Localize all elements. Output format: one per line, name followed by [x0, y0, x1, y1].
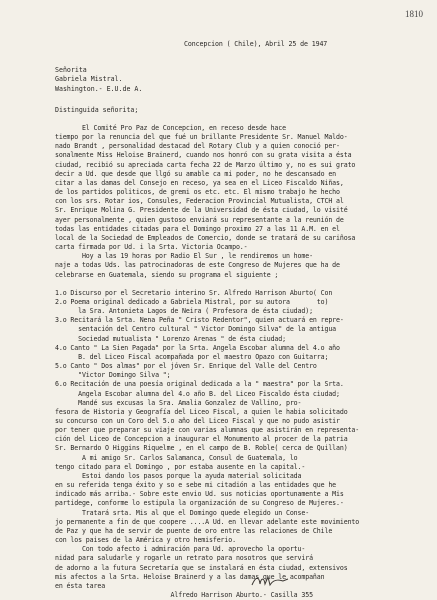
body-line: en ésta tarea: [55, 581, 106, 590]
dateline: Concepcion ( Chile), Abril 25 de 1947: [184, 40, 328, 48]
body-line: Mandé sus excusas la Sra. Amalia Gonzalez de Vallino, pro-: [55, 398, 302, 407]
body-line: 1.o Discurso por el Secretario interino Sr. Alfredo Harrison Aburto( Con: [55, 288, 333, 297]
body-line: naje a todas Uds. las patrocinadoras de este Congreso de Mujeres que ha de: [55, 261, 340, 270]
body-line: su concurso con un Coro del 5.o año del Liceo Fiscal y que no pudo asistir: [55, 417, 340, 425]
body-line: todas las entidades citadas para el Domingo proximo 27 a las 11 A.M. en el: [55, 224, 340, 233]
body-line: 2.o Poema original dedicado a Gabriela Mistral, por su autora to): [55, 297, 329, 306]
body-line: la Sra. Antonieta Lagos de Neira ( Profesora de ésta ciudad);: [55, 307, 313, 316]
body-line: por tener que preparar su viaje con varias alumnas que asistirán en representa-: [55, 426, 360, 435]
body-line: Con todo afecto i admiración para Ud. aprovecho la oportu-: [55, 545, 306, 554]
body-line: El Comité Pro Paz de Concepcion, en receso desde hace: [55, 124, 286, 132]
recipient-block: [55, 66, 142, 94]
body-line: ción del Liceo de Concepcion a inaugurar el Monumento al procer de la patria: [55, 435, 348, 444]
body-line: tengo citado para el Domingo , por estaba ausente en la capital.-: [55, 462, 306, 471]
body-line: Hoy a las 19 horas por Radio El Sur , le rendiremos un home-: [55, 252, 313, 261]
salutation: Distinguida señorita;: [55, 106, 139, 114]
body-line: 3.o Recitará la Srta. Nena Peña " Cristo Redentor", quien actuará en repre-: [55, 316, 344, 325]
body-line: B. del Liceo Fiscal acompañada por el maestro Opazo con Guitarra;: [55, 352, 329, 361]
body-line: jo permanente a fin de que coopere ....A Ud. en llevar adelante este movimiento: [55, 517, 360, 526]
body-line: carta firmada por Ud. i la Srta. Victoria Ocampo.-: [55, 243, 248, 252]
body-line: en su referida tenga éxito y so e sebe mi citadión a las entidades que he: [55, 481, 337, 490]
body-line: sentación del Centro cultural " Victor Domingo Silva" de la antigua: [55, 325, 337, 334]
body-line: con los srs. Rotar ios, Consules, Federacion Provincial Mutualista, CTCH al: [55, 197, 344, 206]
body-line: de los partidos politicos, de gremi os etc. etc. El mismo trabajo he hecho: [55, 188, 340, 197]
body-line: [55, 280, 435, 289]
recipient-line: Señorita: [55, 66, 87, 74]
folio-number: 1810: [405, 9, 423, 19]
body-line: Estoi dando los pasos porque la ayuda material solicitada: [55, 471, 302, 480]
body-line: de Paz y que ha de servir de puente de oro entre las relaciones de Chile: [55, 526, 333, 535]
body-line: fesora de Historia y Geografía del Liceo Fiscal, a quien le habia solicitado: [55, 407, 348, 416]
body-line: decir a Ud. que desde que llgó su amable ca mi poder, no he descansado en: [55, 169, 337, 178]
body-line: nidad para saludarle y rogarle un retrato para nosotros que servirá: [55, 554, 313, 563]
body-line: partidege, conforme lo estipula la organización de su Congreso de Mujeres.-: [55, 499, 344, 508]
body-line: con los paises de la América y otro hemisferio.: [55, 536, 236, 545]
body-line: 6.o Recitación de una poesía original dedicada a la " maestra" por la Srta.: [55, 380, 344, 389]
recipient-line: Gabriela Mistral.: [55, 75, 123, 84]
body-line: sonalmente Miss Heloise Brainerd, cuando nos honró con su grata visita a ésta: [55, 151, 352, 160]
body-line: Sr. Bernardo O Higgins Riquelme , en el campo de B. Roble( cerca de Quillan): [55, 444, 348, 453]
body-line: Alfredo Harrison Aburto.- Casilla 355: [55, 590, 313, 599]
body-line: celebrarse en Guatemala, siendo su programa el siguiente ;: [55, 270, 279, 279]
body-line: local de la Sociedad de Empleados de Comercio, donde se tratará de su cariñosa: [55, 233, 356, 242]
body-line: ciudad, recibió su apreciada carta fecha 22 de Marzo último y, no es sui grato: [55, 160, 356, 169]
letter-body: [55, 124, 435, 600]
body-line: nado Brandt , personalidad destacad del Rotary Club y a quien conoció per-: [55, 142, 340, 151]
body-line: ayer personalmente , quien gustoso enviará su representante a la reunión de: [55, 215, 344, 224]
body-line: Angela Escobar alumna del 4.o año B. del Liceo Fiscaldo ésta ciudad;: [55, 389, 340, 398]
body-line: 5.o Canto " Dos almas" por el jóven Sr. Enrique del Valle del Centro: [55, 362, 317, 371]
body-line: A mi amigo Sr. Carlos Salamanca, Consul de Guatemala, lo: [55, 453, 298, 462]
body-line: Sr. Enrique Molina G. Presidente de la Universidad de ésta ciudad, lo visité: [55, 206, 348, 215]
body-line: Tratará srta. Mis al que el Domingo quede elegido un Conse-: [55, 508, 310, 517]
body-line: tiempo por la renuncia del que fué un brillante Presidente Sr. Manuel Maldo-: [55, 133, 348, 142]
body-line: "Victor Domingo Silva ";: [55, 371, 171, 380]
body-line: citar a las damas del Consejo en receso, ya sea en el Liceo Fiscaldo Niñas,: [55, 178, 344, 187]
body-line: 4.o Canto " La Sien Pagada" por la Srta. Angela Escobar alumna del 4.o año: [55, 343, 340, 352]
recipient-line: Washington.- E.U.de A.: [55, 84, 143, 93]
handwritten-signature: [250, 574, 290, 588]
body-line: de adorno a la futura Secretaría que se instalará en ésta ciudad, extensivos: [55, 563, 348, 572]
body-line: Sociedad mutualista " Lorenzo Arenas " de ésta ciudad;: [55, 334, 286, 343]
body-line: mis afectos a la Srta. Heloise Brainerd y a las damas que le acompañan: [55, 572, 325, 581]
body-line: indicado más arriba.- Sobre este envio Ud. sus noticias oportunamente a Mis: [55, 490, 344, 499]
